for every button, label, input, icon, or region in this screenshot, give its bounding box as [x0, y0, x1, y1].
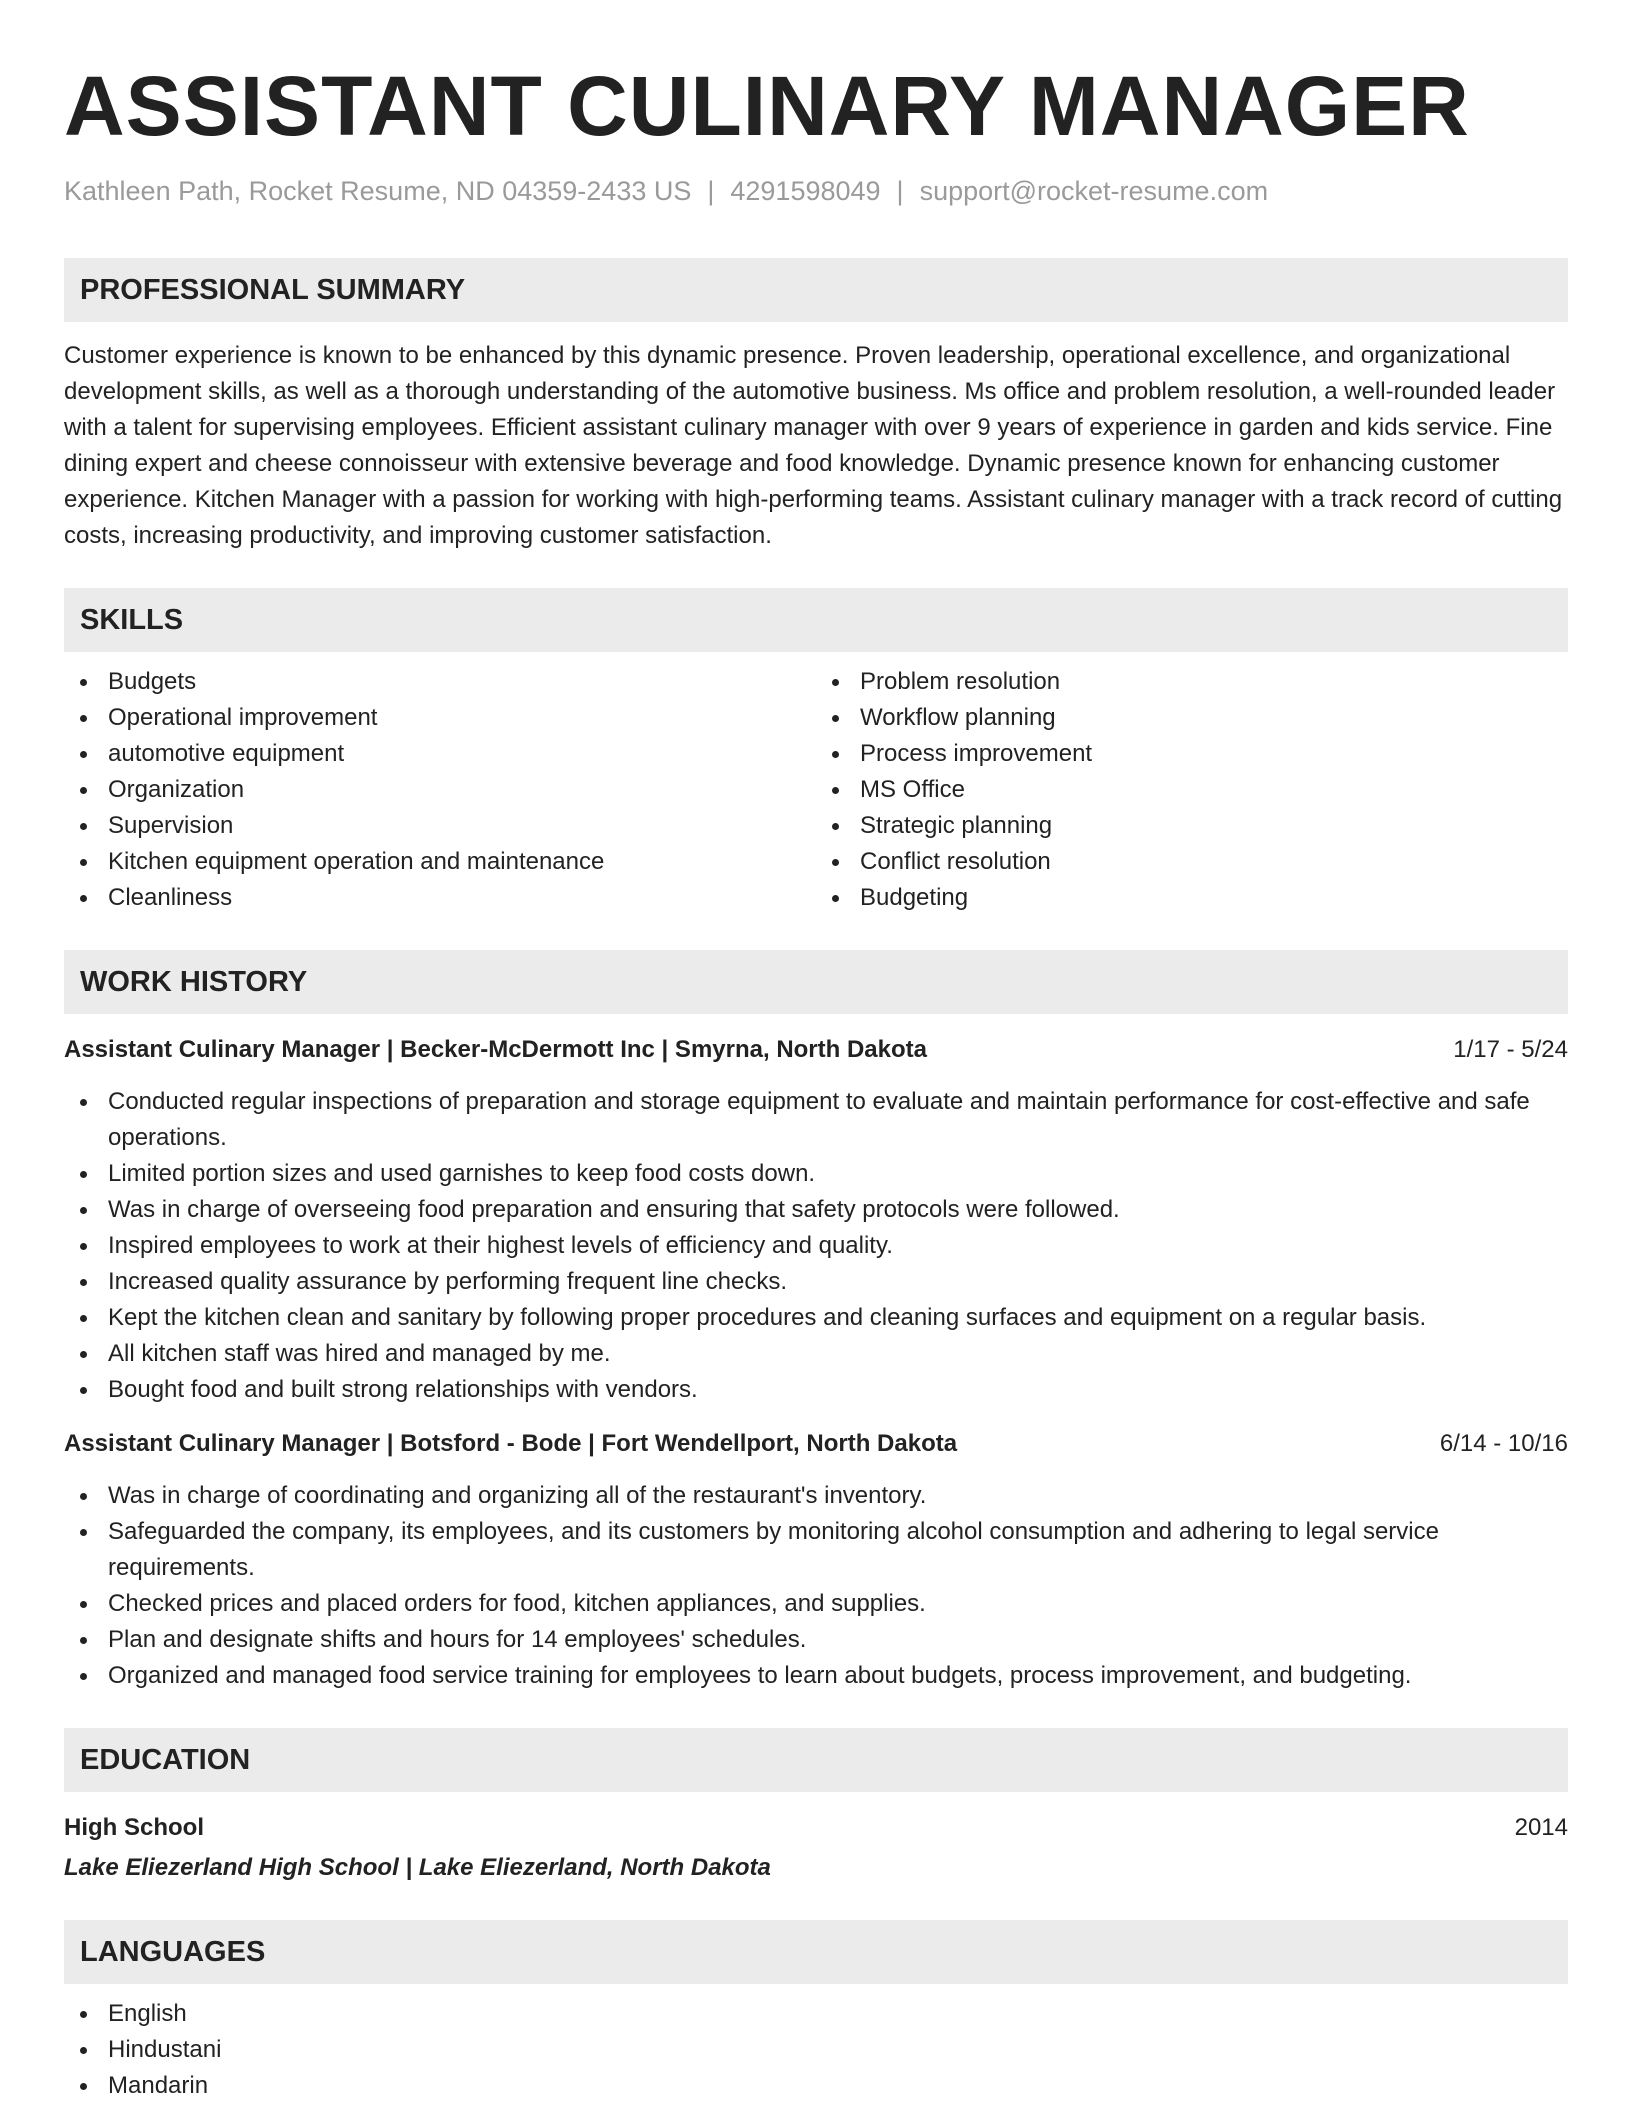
job-bullet: Plan and designate shifts and hours for 14 employees' schedules. [64, 1622, 1568, 1658]
skills-list-right [816, 664, 1568, 916]
skill-item: Process improvement [816, 736, 1568, 772]
section-heading-skills: SKILLS [64, 588, 1568, 652]
contact-separator: | [896, 176, 904, 206]
job-bullet: Checked prices and placed orders for food, kitchen appliances, and supplies. [64, 1586, 1568, 1622]
education-header [64, 1810, 1568, 1846]
job-entry [64, 1032, 1568, 1408]
language-item: English [64, 1996, 1568, 2032]
education-degree: High School [64, 1814, 204, 1841]
job-bullet: Kept the kitchen clean and sanitary by following proper procedures and cleaning surfaces and equipment on a regular basis. [64, 1300, 1568, 1336]
languages-list [64, 1996, 1568, 2104]
job-entry [64, 1426, 1568, 1694]
contact-address: Kathleen Path, Rocket Resume, ND 04359-2433 US [64, 176, 692, 206]
education-entry [64, 1810, 1568, 1886]
skill-item: Strategic planning [816, 808, 1568, 844]
job-bullet: Was in charge of coordinating and organizing all of the restaurant's inventory. [64, 1478, 1568, 1514]
job-bullet: Limited portion sizes and used garnishes to keep food costs down. [64, 1156, 1568, 1192]
job-bullet: Inspired employees to work at their highest levels of efficiency and quality. [64, 1228, 1568, 1264]
language-item: Mandarin [64, 2068, 1568, 2104]
skill-item: Budgets [64, 664, 816, 700]
skill-item: Organization [64, 772, 816, 808]
skill-item: Cleanliness [64, 880, 816, 916]
job-dates: 6/14 - 10/16 [1439, 1430, 1568, 1457]
job-bullet: Was in charge of overseeing food preparation and ensuring that safety protocols were followed. [64, 1192, 1568, 1228]
section-heading-education: EDUCATION [64, 1728, 1568, 1792]
job-bullet: All kitchen staff was hired and managed by me. [64, 1336, 1568, 1372]
education-school: Lake Eliezerland High School | Lake Eliezerland, North Dakota [64, 1854, 771, 1881]
job-header [64, 1032, 1568, 1068]
skills-section [64, 588, 1568, 916]
skill-item: Supervision [64, 808, 816, 844]
skill-item: automotive equipment [64, 736, 816, 772]
resume-title: ASSISTANT CULINARY MANAGER [64, 59, 1470, 153]
skill-item: Workflow planning [816, 700, 1568, 736]
job-title: Assistant Culinary Manager | Botsford - Bode | Fort Wendellport, North Dakota [64, 1430, 958, 1457]
work-history-section [64, 950, 1568, 1694]
job-bullet: Bought food and built strong relationships with vendors. [64, 1372, 1568, 1408]
job-header [64, 1426, 1568, 1462]
education-year: 2014 [1514, 1814, 1568, 1841]
skills-grid [64, 664, 1568, 916]
section-heading-work-history: WORK HISTORY [64, 950, 1568, 1014]
contact-phone: 4291598049 [730, 176, 881, 206]
skills-list-left [64, 664, 816, 916]
job-title: Assistant Culinary Manager | Becker-McDermott Inc | Smyrna, North Dakota [64, 1036, 927, 1063]
job-bullets [64, 1084, 1568, 1408]
section-heading-summary: PROFESSIONAL SUMMARY [64, 258, 1568, 322]
skill-item: Operational improvement [64, 700, 816, 736]
job-bullet: Conducted regular inspections of preparation and storage equipment to evaluate and maintain performance for cost-effective and safe operations. [64, 1084, 1568, 1156]
skill-item: Conflict resolution [816, 844, 1568, 880]
skill-item: Budgeting [816, 880, 1568, 916]
skill-item: Kitchen equipment operation and maintenance [64, 844, 816, 880]
job-bullet: Organized and managed food service training for employees to learn about budgets, process improvement, and budgeting. [64, 1658, 1568, 1694]
job-dates: 1/17 - 5/24 [1453, 1036, 1568, 1063]
skill-item: MS Office [816, 772, 1568, 808]
summary-text: Customer experience is known to be enhanced by this dynamic presence. Proven leadership, operational excellence, and organizational development skills, as well as a thorough understanding of the automotive business. Ms office and problem resolution, a well-rounded leader with a talent for supervising employees. Efficient assistant culinary manager with over 9 years of experience in garden and kids service. Fine dining expert and cheese connoisseur with extensive beverage and food knowledge. Dynamic presence known for enhancing customer experience. Kitchen Manager with a passion for working with high-performing teams. Assistant culinary manager with a track record of cutting costs, increasing productivity, and improving customer satisfaction. [64, 342, 1563, 549]
contact-line [64, 174, 1568, 208]
job-bullet: Increased quality assurance by performing frequent line checks. [64, 1264, 1568, 1300]
contact-separator: | [707, 176, 715, 206]
contact-email: support@rocket-resume.com [919, 176, 1269, 206]
professional-summary-section [64, 258, 1568, 554]
job-bullet: Safeguarded the company, its employees, and its customers by monitoring alcohol consumption and adhering to legal service requirements. [64, 1514, 1568, 1586]
section-heading-languages: LANGUAGES [64, 1920, 1568, 1984]
education-section [64, 1728, 1568, 1886]
language-item: Hindustani [64, 2032, 1568, 2068]
languages-section [64, 1920, 1568, 2104]
job-bullets [64, 1478, 1568, 1694]
skill-item: Problem resolution [816, 664, 1568, 700]
